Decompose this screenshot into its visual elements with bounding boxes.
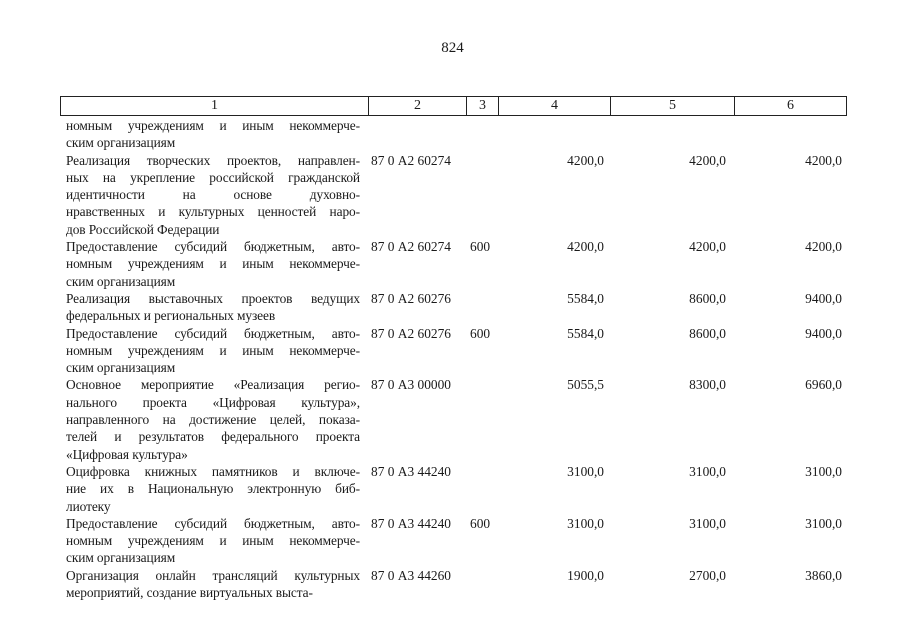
header-col-5: 5 bbox=[611, 97, 735, 115]
table-row bbox=[66, 515, 856, 567]
budget-code: 87 0 А3 44240 bbox=[371, 463, 451, 479]
row-description bbox=[66, 567, 360, 602]
amount-col-5: 8300,0 bbox=[689, 377, 726, 393]
amount-col-4: 3100,0 bbox=[567, 515, 604, 531]
table-body bbox=[66, 117, 856, 601]
description-line: федеральных и региональных музеев bbox=[66, 308, 276, 324]
header-col-4: 4 bbox=[499, 97, 611, 115]
description-line: нравственных и культурных ценностей наро- bbox=[66, 204, 360, 220]
table-row bbox=[66, 152, 856, 238]
table-row bbox=[66, 325, 856, 377]
table-row bbox=[66, 117, 856, 152]
expense-type: 600 bbox=[470, 239, 491, 255]
amount-col-6: 9400,0 bbox=[805, 290, 842, 306]
description-line: лиотеку bbox=[66, 498, 111, 514]
description-line: Оцифровка книжных памятников и включе- bbox=[66, 463, 360, 479]
row-description bbox=[66, 152, 360, 238]
row-description bbox=[66, 290, 360, 325]
row-description bbox=[66, 515, 360, 567]
table-row bbox=[66, 463, 856, 515]
amount-col-6: 4200,0 bbox=[805, 239, 842, 255]
header-col-6: 6 bbox=[787, 98, 794, 113]
amount-col-4: 5584,0 bbox=[567, 325, 604, 341]
description-line: Предоставление субсидий бюджетным, авто- bbox=[66, 239, 360, 255]
amount-col-4: 4200,0 bbox=[567, 239, 604, 255]
row-description bbox=[66, 325, 360, 377]
description-line: ским организациям bbox=[66, 273, 176, 289]
description-line: ние их в Национальную электронную биб- bbox=[66, 481, 360, 497]
description-line: номным учреждениям и иным некоммерче- bbox=[66, 533, 360, 549]
budget-code: 87 0 А3 44240 bbox=[371, 515, 451, 531]
amount-col-6: 3100,0 bbox=[805, 463, 842, 479]
row-description bbox=[66, 463, 360, 515]
amount-col-6: 3100,0 bbox=[805, 515, 842, 531]
description-line: Предоставление субсидий бюджетным, авто- bbox=[66, 515, 360, 531]
row-description bbox=[66, 376, 360, 462]
budget-code: 87 0 А2 60276 bbox=[371, 325, 451, 341]
table-row bbox=[66, 238, 856, 290]
description-line: ским организациям bbox=[66, 550, 176, 566]
description-line: Реализация выставочных проектов ведущих bbox=[66, 290, 360, 306]
budget-code: 87 0 А3 00000 bbox=[371, 377, 451, 393]
amount-col-4: 5055,5 bbox=[567, 377, 604, 393]
amount-col-5: 3100,0 bbox=[689, 463, 726, 479]
description-line: Организация онлайн трансляций культурных bbox=[66, 567, 360, 583]
budget-code: 87 0 А2 60274 bbox=[371, 239, 451, 255]
amount-col-5: 2700,0 bbox=[689, 567, 726, 583]
budget-code: 87 0 А3 44260 bbox=[371, 567, 451, 583]
description-line: Реализация творческих проектов, направлен- bbox=[66, 152, 360, 168]
amount-col-6: 9400,0 bbox=[805, 325, 842, 341]
budget-code: 87 0 А2 60274 bbox=[371, 152, 451, 168]
row-description bbox=[66, 117, 360, 152]
description-line: номным учреждениям и иным некоммерче- bbox=[66, 118, 360, 133]
description-line: ским организациям bbox=[66, 135, 176, 151]
amount-col-5: 8600,0 bbox=[689, 325, 726, 341]
table-row bbox=[66, 290, 856, 325]
amount-col-4: 4200,0 bbox=[567, 152, 604, 168]
amount-col-5: 3100,0 bbox=[689, 515, 726, 531]
description-line: ским организациям bbox=[66, 360, 176, 376]
amount-col-6: 4200,0 bbox=[805, 152, 842, 168]
description-line: дов Российской Федерации bbox=[66, 221, 220, 237]
description-line: телей и результатов федерального проекта bbox=[66, 429, 360, 445]
header-col-1: 1 bbox=[61, 97, 369, 115]
expense-type: 600 bbox=[470, 515, 491, 531]
description-line: «Цифровая культура» bbox=[66, 446, 188, 462]
description-line: мероприятий, создание виртуальных выста- bbox=[66, 585, 313, 601]
amount-col-5: 4200,0 bbox=[689, 152, 726, 168]
amount-col-5: 4200,0 bbox=[689, 239, 726, 255]
expense-type: 600 bbox=[470, 325, 491, 341]
description-line: нального проекта «Цифровая культура», bbox=[66, 394, 360, 410]
amount-col-4: 3100,0 bbox=[567, 463, 604, 479]
amount-col-5: 8600,0 bbox=[689, 290, 726, 306]
page-number: 824 bbox=[441, 40, 464, 56]
header-col-3: 3 bbox=[467, 97, 499, 115]
amount-col-4: 1900,0 bbox=[567, 567, 604, 583]
description-line: ных на укрепление российской гражданской bbox=[66, 169, 360, 185]
amount-col-6: 6960,0 bbox=[805, 377, 842, 393]
row-description bbox=[66, 238, 360, 290]
description-line: Основное мероприятие «Реализация регио- bbox=[66, 377, 360, 393]
table-header bbox=[60, 96, 847, 116]
header-col-2: 2 bbox=[369, 97, 467, 115]
description-line: Предоставление субсидий бюджетным, авто- bbox=[66, 325, 360, 341]
description-line: направленного на достижение целей, показа- bbox=[66, 412, 360, 428]
amount-col-4: 5584,0 bbox=[567, 290, 604, 306]
description-line: номным учреждениям и иным некоммерче- bbox=[66, 342, 360, 358]
table-row bbox=[66, 376, 856, 462]
budget-code: 87 0 А2 60276 bbox=[371, 290, 451, 306]
amount-col-6: 3860,0 bbox=[805, 567, 842, 583]
description-line: номным учреждениям и иным некоммерче- bbox=[66, 256, 360, 272]
table-row bbox=[66, 567, 856, 602]
description-line: идентичности на основе духовно- bbox=[66, 187, 360, 203]
